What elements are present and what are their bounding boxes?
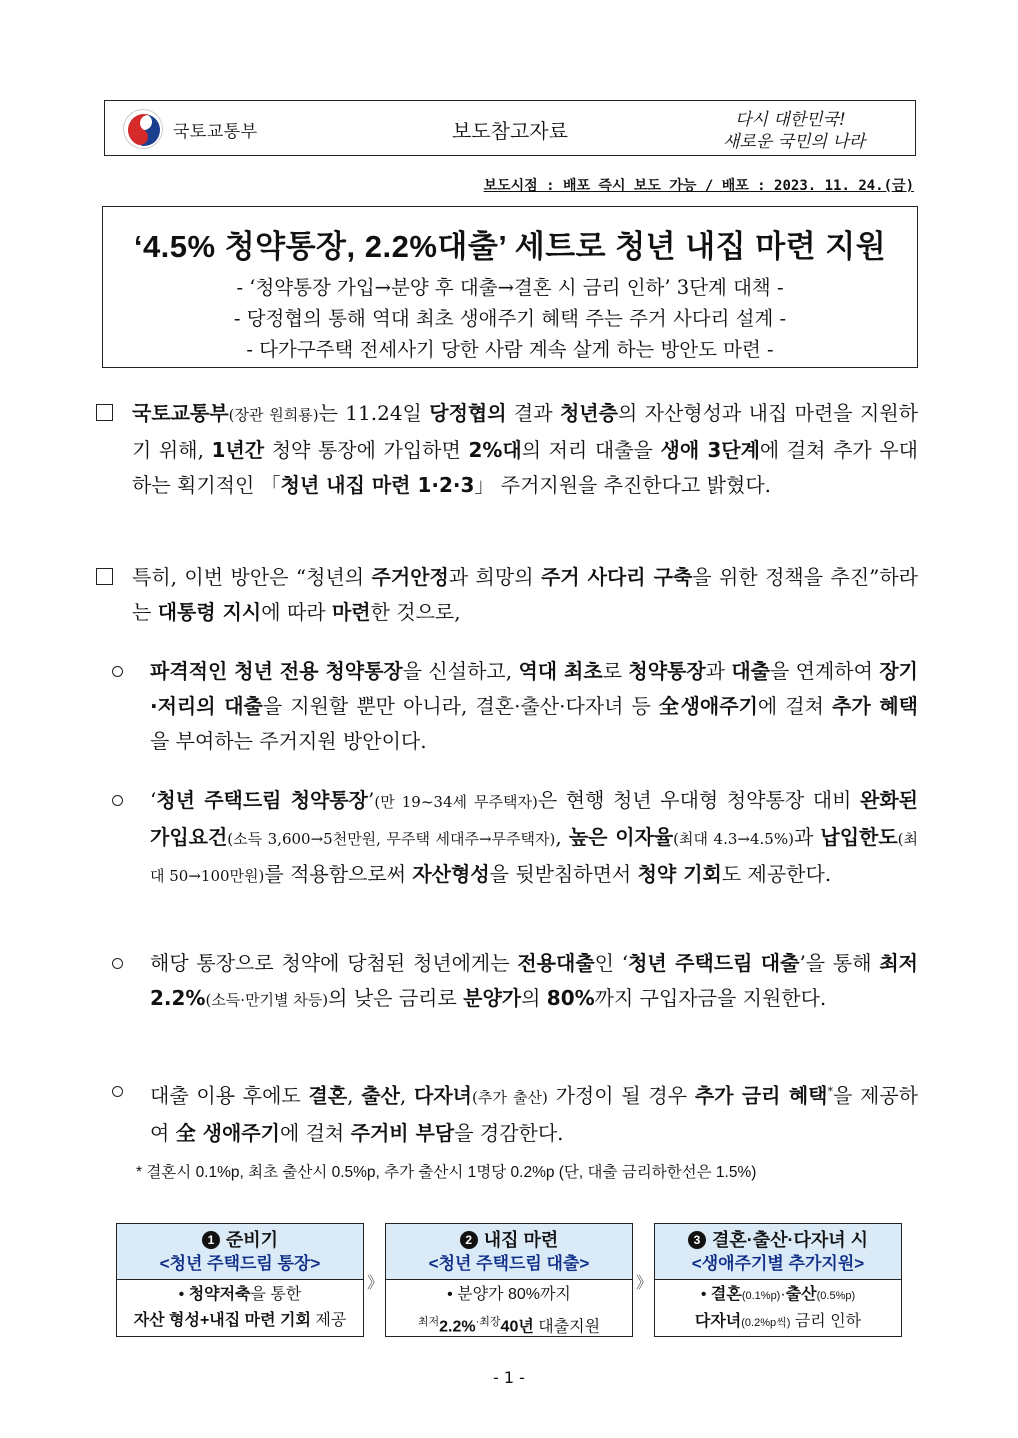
bullet-item-2: ‘청년 주택드림 청약통장’(만 19~34세 무주택자)은 현행 청년 우대형 청약통장 대비 완화된 가입요건(소득 3,600→5천만원, 무주택 세대주→무주택자), 높은 이자율(최대 4.3→4.5%)과 납입한도(최대 50→100만원)를 적용함으로써 자산형성을 뒷받침하면서 청약 기회도 제공한다. — [150, 783, 918, 894]
page-number: - 1 - — [493, 1368, 525, 1387]
square-bullet-icon — [96, 568, 113, 585]
stage-box-2 — [385, 1223, 633, 1337]
number-badge-icon: 3 — [688, 1231, 706, 1249]
stage-box-1 — [116, 1223, 364, 1337]
stage-subtitle: <청년 주택드림 대출> — [428, 1254, 590, 1273]
chevron-right-icon: 》 — [367, 1273, 384, 1292]
bullet-item-4: 대출 이용 후에도 결혼, 출산, 다자녀(추가 출산) 가정이 될 경우 추가 금리 혜택*을 제공하여 全 생애주기에 걸쳐 주거비 부담을 경감한다. — [150, 1074, 918, 1151]
stage-description: • 분양가 80%까지 $^{최저}$2.2%$^{\cdot 최장}$40년 대출지원 — [417, 1286, 601, 1336]
headline: ‘4.5% 청약통장, 2.2%대출’ 세트로 청년 내집 마련 지원 — [133, 229, 887, 264]
circle-bullet-icon — [112, 666, 123, 677]
stage-header — [655, 1224, 901, 1280]
number-badge-icon: 1 — [202, 1231, 220, 1249]
slogan-line1: 다시 대한민국! — [735, 110, 846, 130]
press-header — [104, 100, 916, 156]
subtitle: - 다가구주택 전세사기 당한 사람 계속 살게 하는 방안도 마련 - — [246, 338, 774, 361]
circle-bullet-icon — [112, 958, 123, 969]
bullet-item-1: 파격적인 청년 전용 청약통장을 신설하고, 역대 최초로 청약통장과 대출을 연계하여 장기·저리의 대출을 지원할 뿐만 아니라, 결혼·출산·다자녀 등 全생애주기에 걸쳐 추가 혜택을 부여하는 주거지원 방안이다. — [150, 654, 918, 759]
stage-header — [117, 1224, 363, 1280]
square-bullet-icon — [96, 404, 113, 421]
bullet-item-3: 해당 통장으로 청약에 당첨된 청년에게는 전용대출인 ‘청년 주택드림 대출’을 통해 최저 2.2%(소득·만기별 차등)의 낮은 금리로 분양가의 80%까지 구입자금을 지원한다. — [150, 946, 918, 1018]
chevron-right-icon: 》 — [636, 1273, 653, 1292]
stage-description: • 결혼(0.1%p)·출산(0.5%p) 다자녀(0.2%p씩) 금리 인하 — [694, 1286, 862, 1330]
subtitle: - 당정협의 통해 역대 최초 생애주기 혜택 주는 주거 사다리 설계 - — [233, 307, 787, 330]
subtitle: - ‘청약통장 가입→분양 후 대출→결혼 시 금리 인하’ 3단계 대책 - — [236, 276, 784, 299]
stage-subtitle: <청년 주택드림 통장> — [159, 1254, 321, 1273]
slogan-line2: 새로운 국민의 나라 — [723, 132, 866, 152]
footnote: * 결혼시 0.1%p, 최초 출산시 0.5%p, 추가 출산시 1명당 0.2%p (단, 대출 금리하한선은 1.5%) — [136, 1164, 757, 1181]
circle-bullet-icon — [112, 795, 123, 806]
circle-bullet-icon — [112, 1086, 123, 1097]
release-dateline: 보도시점 : 배포 즉시 보도 가능 / 배포 : 2023. 11. 24.(금) — [483, 178, 914, 194]
stage-name: 결혼·출산·다자녀 시 — [711, 1230, 869, 1250]
document-type: 보도참고자료 — [452, 119, 568, 143]
slogan-calligraphy — [715, 104, 905, 154]
stage-name: 준비기 — [225, 1230, 279, 1250]
subtitles — [103, 272, 917, 365]
body-paragraph-2: 특히, 이번 방안은 “청년의 주거안정과 희망의 주거 사다리 구축을 위한 정책을 추진”하라는 대통령 지시에 따라 마련한 것으로, — [132, 560, 918, 630]
body-paragraph-1: 국토교통부(장관 원희룡)는 11.24일 당정협의 결과 청년층의 자산형성과 내집 마련을 지원하기 위해, 1년간 청약 통장에 가입하면 2%대의 저리 대출을 생애 3단계에 걸쳐 추가 우대하는 획기적인 「청년 내집 마련 1·2·3」 주거지원을 추진한다고 밝혔다. — [132, 396, 918, 503]
stage-header — [386, 1224, 632, 1280]
number-badge-icon: 2 — [460, 1231, 478, 1249]
stage-box-3 — [654, 1223, 902, 1337]
title-box — [102, 206, 918, 368]
stage-description: • 청약저축을 통한 자산 형성+내집 마련 기회 제공 — [133, 1286, 347, 1329]
logo-text: 국토교통부 — [173, 121, 258, 141]
stage-subtitle: <생애주기별 추가지원> — [691, 1254, 865, 1273]
stage-name: 내집 마련 — [483, 1230, 559, 1250]
